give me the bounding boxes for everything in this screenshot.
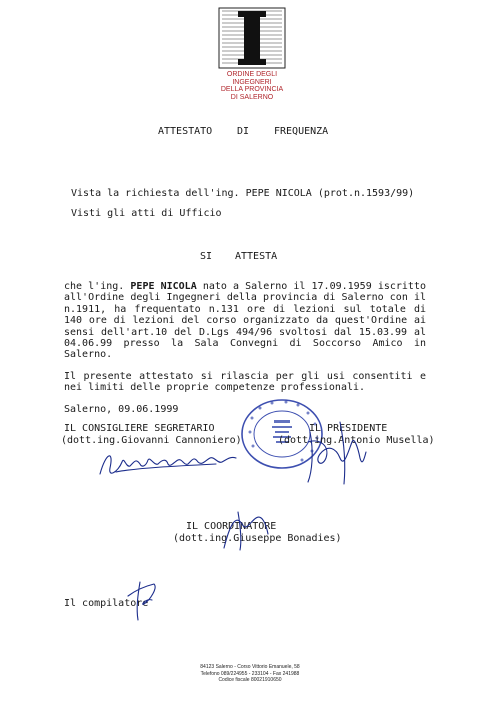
right-signer-role: IL PRESIDENTE: [309, 423, 388, 434]
org-line: ORDINE DEGLI: [226, 71, 278, 78]
footer-line-1: 84123 Salerno - Corso Vittorio Emanuele, 58: [200, 664, 300, 670]
title-word-3: FREQUENZA: [274, 126, 329, 137]
order-name: [200, 71, 304, 101]
title-word-2: DI: [237, 126, 250, 137]
right-signer-name: (dott.ing.Antonio Musella): [278, 435, 435, 446]
attesta-word-1: SI: [200, 251, 213, 262]
title-word-1: ATTESTATO: [158, 126, 213, 137]
body-place-date: Salerno, 09.06.1999: [64, 403, 179, 415]
footer-line-3: Codice fiscale 80021910650: [218, 677, 282, 683]
attesta-word-2: ATTESTA: [235, 251, 278, 262]
left-signer-role: IL CONSIGLIERE SEGRETARIO: [64, 423, 215, 434]
body-lead: che l'ing.: [64, 281, 125, 292]
compiler-label: Il compilatore: [64, 598, 149, 609]
org-line: INGEGNERI: [232, 78, 272, 86]
org-line: DELLA PROVINCIA: [220, 86, 284, 93]
org-line: DI SALERNO: [230, 93, 274, 101]
body-text: nato a Salerno il 17.09.1959 iscritto all'Ordine degli Ingegneri della provincia di Salerno con il n.1911, ha frequentato n.131 ore di lezioni sul totale di 140 ore di lezioni del corso organizzato da quest'Ordine ai sensi dell'art.10 del D.Lgs 494/96 svoltosi dal 15.03.99 al 04.06.99 presso la Sala Convegni di Soccorso Amico in Salerno.: [64, 281, 426, 361]
compiler-signature-icon: [124, 578, 164, 624]
left-signer-name: (dott.ing.Giovanni Cannoniero): [61, 435, 242, 446]
center-signer-name: (dott.ing.Giuseppe Bonadies): [173, 533, 342, 544]
footer-address: [170, 664, 330, 684]
body-statement: Il presente attestato si rilascia per gli usi consentiti e nei limiti delle proprie competenze professionali.: [64, 370, 426, 394]
right-signature-icon: [300, 412, 370, 492]
left-signature-icon: [96, 442, 246, 482]
body-name: PEPE NICOLA: [130, 281, 197, 292]
order-logo-icon: [218, 7, 286, 69]
intro-line-1: Vista la richiesta dell'ing. PEPE NICOLA (prot.n.1593/99): [71, 188, 415, 199]
center-signer-role: IL COORDINATORE: [186, 521, 277, 532]
center-signature-icon: [216, 504, 276, 554]
intro-line-2: Visti gli atti di Ufficio: [71, 208, 222, 219]
footer-line-2: Telefono 089/224955 - 233104 - Fax 241988: [200, 670, 300, 677]
